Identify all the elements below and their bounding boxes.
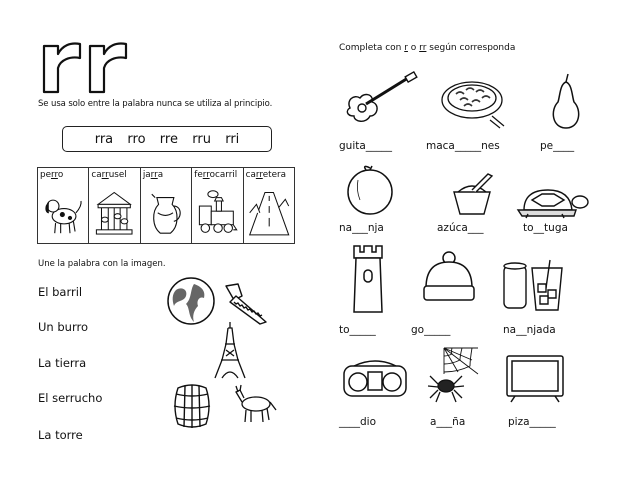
- fill-word-pera: pe____: [540, 140, 575, 152]
- guitar-icon: [342, 72, 422, 128]
- word-cell-carrusel: [89, 168, 140, 243]
- radio-icon: [340, 356, 410, 400]
- train-icon: [196, 183, 238, 241]
- turtle-icon: [514, 186, 590, 218]
- phrase-barril: El barril: [38, 285, 83, 299]
- match-instruction: Une la palabra con la imagen.: [38, 259, 166, 269]
- orange-drink-icon: [500, 258, 568, 312]
- phrase-tierra: La tierra: [38, 356, 87, 370]
- word-label: carretera: [245, 170, 287, 180]
- pear-icon: [548, 72, 584, 132]
- word-label: perro: [40, 170, 64, 180]
- word-label: jarra: [142, 170, 164, 180]
- dog-icon: [42, 183, 84, 241]
- sugar-icon: [450, 170, 494, 218]
- barrel-icon: [172, 382, 212, 430]
- beanie-icon: [420, 250, 478, 306]
- road-icon: [248, 183, 290, 241]
- rule-text: Se usa solo entre la palabra nunca se utiliza al principio.: [38, 99, 273, 109]
- syllables-box: [62, 126, 272, 152]
- word-cell-carretera: [244, 168, 294, 243]
- fill-instruction: Completa con r o rr según corresponda: [339, 43, 516, 53]
- fill-word-guitarra: guita_____: [339, 140, 393, 152]
- word-cell-ferrocarril: [192, 168, 243, 243]
- eiffel-tower-icon: [212, 320, 248, 380]
- fill-word-arana: a___ña: [430, 416, 466, 428]
- syllables-text: rra rro rre rru rri: [94, 131, 240, 147]
- word-label: ferrocarril: [194, 170, 238, 180]
- fill-word-naranjada: na__njada: [503, 324, 556, 336]
- fill-word-gorro: go_____: [411, 324, 451, 336]
- fill-word-pizarra: piza_____: [508, 416, 556, 428]
- word-cell-jarra: [141, 168, 192, 243]
- word-cell-perro: [38, 168, 89, 243]
- example-words-table: [37, 167, 295, 244]
- globe-icon: [166, 276, 216, 326]
- fill-word-macarrones: maca_____nes: [426, 140, 500, 152]
- word-label: carrusel: [91, 170, 127, 180]
- fill-word-naranja: na___nja: [339, 222, 384, 234]
- jug-icon: [145, 183, 187, 241]
- phrase-burro: Un burro: [38, 320, 88, 334]
- fill-word-tortuga: to__tuga: [523, 222, 568, 234]
- macaroni-icon: [440, 78, 508, 130]
- donkey-icon: [232, 384, 278, 424]
- fill-word-radio: ____dio: [339, 416, 377, 428]
- tower-icon: [350, 244, 386, 314]
- spider-icon: [426, 372, 466, 402]
- rr-title-letters: [40, 32, 132, 94]
- fill-word-azucar: azúca___: [437, 222, 484, 234]
- phrase-serrucho: El serrucho: [38, 391, 103, 405]
- carousel-icon: [93, 183, 135, 241]
- phrase-torre: La torre: [38, 428, 83, 442]
- chalkboard-icon: [505, 354, 565, 404]
- orange-icon: [344, 162, 396, 216]
- fill-word-torre: to_____: [339, 324, 376, 336]
